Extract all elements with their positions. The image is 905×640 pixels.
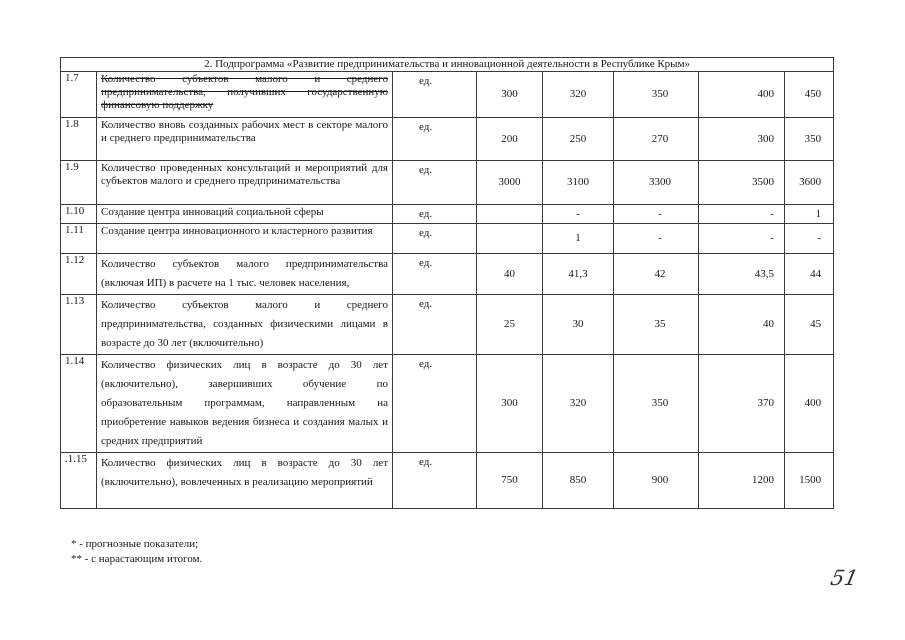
row-number: 1.8 xyxy=(61,118,97,161)
indicator-name: Количество субъектов малого и среднего предпринимательства, созданных физическими лицами в возрасте до 30 лет (включительно) xyxy=(97,295,393,355)
value-cell: 350 xyxy=(614,355,699,453)
value-cell: 350 xyxy=(785,118,834,161)
value-cell: 250 xyxy=(543,118,614,161)
value-cell: 1200 xyxy=(699,453,785,509)
value-cell: - xyxy=(785,224,834,254)
indicator-name: Создание центра инноваций социальной сферы xyxy=(97,205,393,224)
row-number: 1.10 xyxy=(61,205,97,224)
value-cell: 43,5 xyxy=(699,254,785,295)
value-cell: 350 xyxy=(614,72,699,118)
table-row xyxy=(61,453,834,509)
unit-cell: ед. xyxy=(393,72,477,118)
value-cell: - xyxy=(614,224,699,254)
value-cell: 30 xyxy=(543,295,614,355)
indicator-name: Количество физических лиц в возрасте до 30 лет (включительно), завершивших обучение по образовательным программам, направленным на приобретение навыков ведения бизнеса и создания малых и средних предприятий xyxy=(97,355,393,453)
value-cell: 850 xyxy=(543,453,614,509)
value-cell: 300 xyxy=(699,118,785,161)
indicator-name: Количество субъектов малого предпринимательства (включая ИП) в расчете на 1 тыс. человек населения, xyxy=(97,254,393,295)
value-cell: 3500 xyxy=(699,161,785,205)
value-cell: 3600 xyxy=(785,161,834,205)
indicators-table xyxy=(60,57,834,509)
value-cell: 370 xyxy=(699,355,785,453)
table-row xyxy=(61,295,834,355)
value-cell: - xyxy=(699,224,785,254)
row-number: 1.9 xyxy=(61,161,97,205)
table-row xyxy=(61,118,834,161)
row-number: 1.13 xyxy=(61,295,97,355)
value-cell: 35 xyxy=(614,295,699,355)
footnote-cumulative: ** - с нарастающим итогом. xyxy=(71,553,203,565)
value-cell: 450 xyxy=(785,72,834,118)
value-cell: 40 xyxy=(699,295,785,355)
value-cell: 320 xyxy=(543,72,614,118)
unit-cell: ед. xyxy=(393,453,477,509)
value-cell: 41,3 xyxy=(543,254,614,295)
subprogram-header-row xyxy=(61,58,834,72)
value-cell: 1 xyxy=(785,205,834,224)
footnote-forecast: * - прогнозные показатели; xyxy=(71,538,199,550)
unit-cell: ед. xyxy=(393,254,477,295)
value-cell: - xyxy=(614,205,699,224)
unit-cell: ед. xyxy=(393,118,477,161)
value-cell: 400 xyxy=(699,72,785,118)
row-number: 1.12 xyxy=(61,254,97,295)
unit-cell: ед. xyxy=(393,161,477,205)
value-cell: 1500 xyxy=(785,453,834,509)
row-number: 1.7 xyxy=(61,72,97,118)
value-cell: 3300 xyxy=(614,161,699,205)
value-cell: 25 xyxy=(477,295,543,355)
indicator-name: Создание центра инновационного и кластерного развития xyxy=(97,224,393,254)
indicator-name: Количество физических лиц в возрасте до 30 лет (включительно), вовлеченных в реализацию мероприятий xyxy=(97,453,393,509)
value-cell: 40 xyxy=(477,254,543,295)
table-row xyxy=(61,205,834,224)
value-cell: 750 xyxy=(477,453,543,509)
row-number: .1.15 xyxy=(61,453,97,509)
footnotes xyxy=(71,537,202,567)
table-row xyxy=(61,72,834,118)
subprogram-header: 2. Подпрограмма «Развитие предпринимательства и инновационной деятельности в Республике Крым» xyxy=(61,58,834,72)
indicator-name: Количество субъектов малого и среднего предпринимательства, получивших государственную финансовую поддержку xyxy=(97,72,393,118)
value-cell: 320 xyxy=(543,355,614,453)
value-cell: 270 xyxy=(614,118,699,161)
indicator-name: Количество вновь созданных рабочих мест в секторе малого и среднего предпринимательства xyxy=(97,118,393,161)
value-cell: 45 xyxy=(785,295,834,355)
value-cell: 900 xyxy=(614,453,699,509)
unit-cell: ед. xyxy=(393,205,477,224)
indicator-name: Количество проведенных консультаций и мероприятий для субъектов малого и среднего предпринимательства xyxy=(97,161,393,205)
value-cell: 44 xyxy=(785,254,834,295)
value-cell: 400 xyxy=(785,355,834,453)
table-row xyxy=(61,254,834,295)
row-number: 1.11 xyxy=(61,224,97,254)
value-cell: 3000 xyxy=(477,161,543,205)
value-cell: 300 xyxy=(477,355,543,453)
unit-cell: ед. xyxy=(393,355,477,453)
row-number: 1.14 xyxy=(61,355,97,453)
unit-cell: ед. xyxy=(393,224,477,254)
value-cell: 42 xyxy=(614,254,699,295)
value-cell: 200 xyxy=(477,118,543,161)
table-row xyxy=(61,161,834,205)
unit-cell: ед. xyxy=(393,295,477,355)
table-row xyxy=(61,355,834,453)
value-cell: - xyxy=(543,205,614,224)
value-cell: 300 xyxy=(477,72,543,118)
value-cell xyxy=(477,224,543,254)
value-cell: 3100 xyxy=(543,161,614,205)
value-cell: 1 xyxy=(543,224,614,254)
page-number: 51 xyxy=(828,566,861,590)
value-cell: - xyxy=(699,205,785,224)
table-row xyxy=(61,224,834,254)
value-cell xyxy=(477,205,543,224)
